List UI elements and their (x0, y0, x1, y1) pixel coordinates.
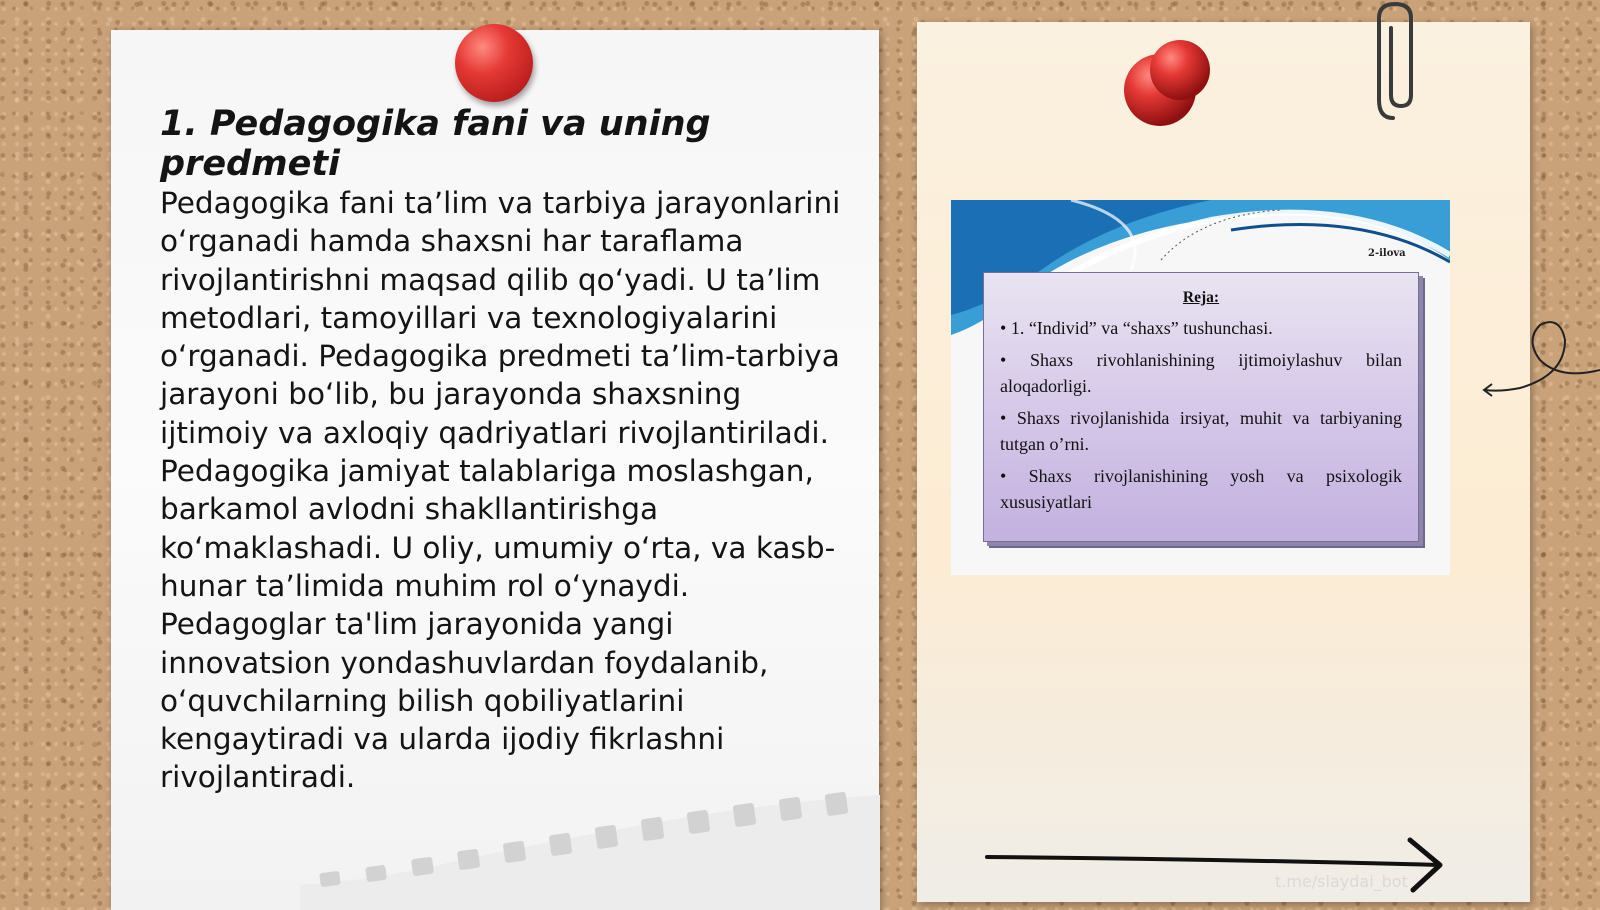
slide-tag: 2-ilova (1368, 248, 1406, 259)
curl-arrow-icon (1480, 310, 1600, 410)
watermark: t.me/slaydai_bot (1275, 872, 1408, 891)
reja-item: • Shaxs rivohlanishining ijtimoiylashuv bilan aloqadorligi. (1000, 347, 1402, 399)
page-title: 1. Pedagogika fani va uning predmeti (160, 104, 711, 184)
pushpin-icon (455, 24, 533, 102)
paperclip-icon (1375, 0, 1425, 125)
reja-item: • Shaxs rivojlanishining yosh va psixologik xususiyatlari (1000, 463, 1402, 515)
reja-heading: Reja: (1182, 289, 1220, 306)
reja-item: • 1. “Individ” va “shaxs” tushunchasi. (1000, 315, 1402, 341)
body-paragraph: Pedagogika fani ta’lim va tarbiya jarayonlarini o‘rganadi hamda shaxsni har taraflama rivojlantirishni maqsad qilib qo‘yadi. U ta’lim metodlari, tamoyillari va texnologiyalarini o‘rganadi. Pedagogika predmeti ta’lim-tarbiya jarayoni bo‘lib, bu jarayonda shaxsning ijtimoiy va axloqiy qadriyatlari rivojlantiriladi. Pedagogika jamiyat talablariga moslashgan, barkamol avlodni shakllantirishga ko‘maklashadi. U oliy, umumiy o‘rta, va kasb-hunar ta’limida muhim rol o‘ynaydi. Pedagoglar ta'lim jarayonida yangi innovatsion yondashuvlardan foydalanib, o‘quvchilarning bilish qobiliyatlarini kengaytiradi va ularda ijodiy fikrlashni rivojlantiradi. (160, 186, 841, 795)
torn-paper-edge (300, 790, 880, 910)
slide-image (951, 200, 1450, 575)
reja-item: • Shaxs rivojlanishida irsiyat, muhit va tarbiyaning tutgan o’rni. (1000, 405, 1402, 457)
reja-box (983, 272, 1419, 542)
pushpin-icon (1122, 40, 1220, 132)
